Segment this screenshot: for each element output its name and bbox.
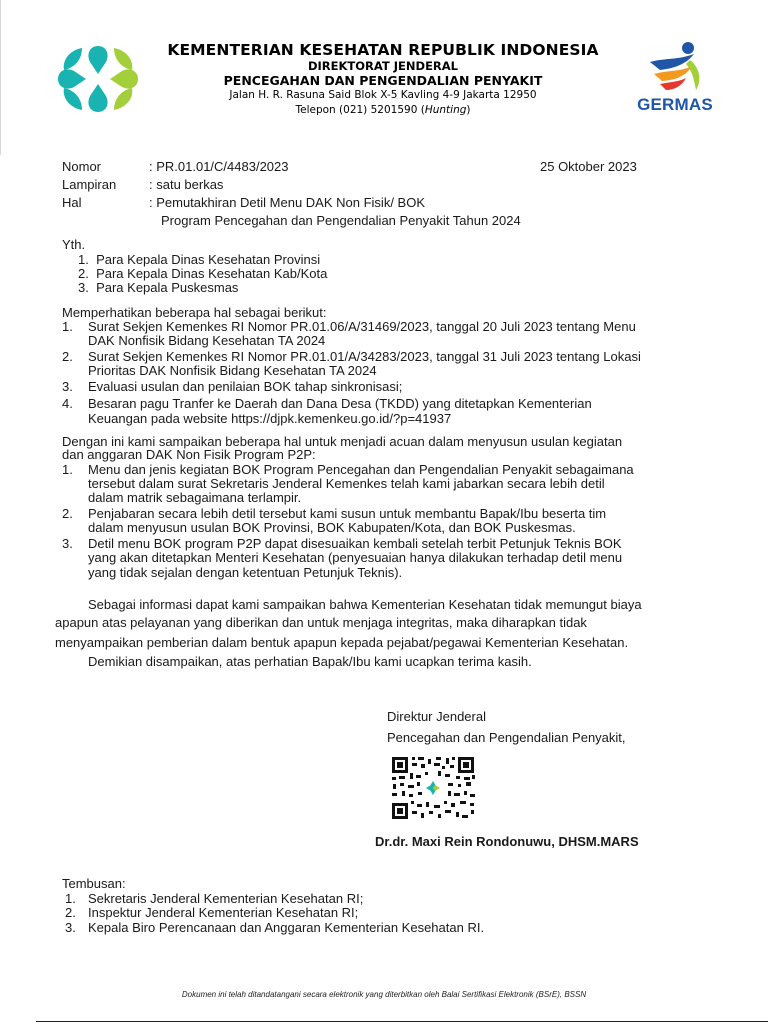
closing-line2: apapun atas pelayanan yang diberikan dan untuk menjaga integritas, maka diharapkan tidak (55, 615, 587, 630)
considering-num: 4. (62, 396, 73, 411)
hal-label: Hal (62, 195, 82, 210)
notice-line: dalam menyusun usulan BOK Provinsi, BOK Kabupaten/Kota, dan BOK Puskesmas. (88, 520, 576, 535)
notice-line: Menu dan jenis kegiatan BOK Program Pencegahan dan Pengendalian Penyakit sebagaimana (88, 462, 634, 477)
nomor-value: : PR.01.01/C/4483/2023 (149, 159, 289, 174)
notice-line: Detil menu BOK program P2P dapat disesuaikan kembali setelah terbit Petunjuk Teknis BOK (88, 536, 622, 551)
notice-intro-line2: dan anggaran DAK Non Fisik Program P2P: (62, 447, 316, 462)
hal-value-line2: Program Pencegahan dan Pengendalian Penyakit Tahun 2024 (161, 213, 521, 228)
considering-intro: Memperhatikan beberapa hal sebagai berikut: (62, 305, 327, 320)
qr-code-signature (390, 755, 476, 821)
cc-num: 3. (65, 920, 76, 935)
division-name: PENCEGAHAN DAN PENGENDALIAN PENYAKIT (223, 73, 543, 89)
considering-line: Prioritas DAK Nonfisik Bidang Kesehatan TA 2024 (88, 363, 377, 378)
lampiran-value: : satu berkas (149, 177, 224, 192)
page-edge-rule (0, 0, 1, 155)
closing-line1: Sebagai informasi dapat kami sampaikan bahwa Kementerian Kesehatan tidak memungut biaya (88, 597, 642, 612)
notice-num: 3. (62, 536, 73, 551)
office-phone: Telepon (021) 5201590 (Hunting) (295, 104, 471, 117)
esign-footer-note: Dokumen ini telah ditandatangani secara elektronik yang diterbitkan oleh Balai Sertifikasi Elektronik (BSrE), BSSN (181, 990, 587, 999)
notice-line: tersebut dalam surat Sekretaris Jenderal Kemenkes telah kami jabarkan secara lebih detil (88, 476, 605, 491)
nomor-label: Nomor (62, 159, 102, 174)
kemenkes-logo (52, 40, 144, 118)
cc-item: Inspektur Jenderal Kementerian Kesehatan RI; (88, 905, 359, 920)
signer-name: Dr.dr. Maxi Rein Rondonuwu, DHSM.MARS (375, 834, 639, 849)
cc-num: 1. (65, 891, 76, 906)
considering-line: Evaluasi usulan dan penilaian BOK tahap sinkronisasi; (88, 379, 403, 394)
cc-num: 2. (65, 905, 76, 920)
notice-num: 2. (62, 506, 73, 521)
considering-num: 1. (62, 319, 73, 334)
directorate-name: DIREKTORAT JENDERAL (307, 59, 459, 74)
hal-value-line1: : Pemutakhiran Detil Menu DAK Non Fisik/ BOK (149, 195, 425, 210)
considering-line: Surat Sekjen Kemenkes RI Nomor PR.01.01/A/34283/2023, tanggal 31 Juli 2023 tentang Lokasi (88, 349, 641, 364)
closing-line3: menyampaikan pemberian dalam bentuk apapun kepada pejabat/pegawai Kementerian Kesehatan. (55, 635, 629, 650)
ministry-name: KEMENTERIAN KESEHATAN REPUBLIK INDONESIA (167, 41, 599, 59)
notice-line: yang tidak sejalan dengan ketentuan Petunjuk Teknis). (88, 565, 403, 580)
signer-title-line2: Pencegahan dan Pengendalian Penyakit, (387, 730, 626, 745)
considering-line: Surat Sekjen Kemenkes RI Nomor PR.01.06/A/31469/2023, tanggal 20 Juli 2023 tentang Menu (88, 319, 636, 334)
addressee-item: 3. Para Kepala Puskesmas (78, 280, 239, 295)
lampiran-label: Lampiran (62, 177, 117, 192)
closing-thanks: Demikian disampaikan, atas perhatian Bapak/Ibu kami ucapkan terima kasih. (88, 654, 532, 669)
footer-rule (36, 1021, 768, 1022)
yth-label: Yth. (62, 237, 86, 252)
letter-date: 25 Oktober 2023 (540, 159, 637, 174)
notice-line: yang akan ditetapkan Menteri Kesehatan (penyesuaian hanya dilakukan terhadap detil menu (88, 550, 623, 565)
considering-line: Keuangan pada website https://djpk.kemenkeu.go.id/?p=41937 (88, 411, 452, 426)
notice-intro-line1: Dengan ini kami sampaikan beberapa hal untuk menjadi acuan dalam menyusun usulan kegiatan (62, 434, 623, 449)
office-address: Jalan H. R. Rasuna Said Blok X-5 Kavling 4-9 Jakarta 12950 (229, 89, 537, 102)
addressee-item: 2. Para Kepala Dinas Kesehatan Kab/Kota (78, 266, 328, 281)
considering-line: Besaran pagu Tranfer ke Daerah dan Dana Desa (TKDD) yang ditetapkan Kementerian (88, 396, 592, 411)
considering-line: DAK Nonfisik Bidang Kesehatan TA 2024 (88, 333, 326, 348)
notice-num: 1. (62, 462, 73, 477)
considering-num: 2. (62, 349, 73, 364)
cc-label: Tembusan: (62, 876, 126, 891)
letterhead (148, 42, 618, 116)
signer-title-line1: Direktur Jenderal (387, 709, 486, 724)
addressee-item: 1. Para Kepala Dinas Kesehatan Provinsi (78, 252, 321, 267)
considering-num: 3. (62, 379, 73, 394)
cc-item: Kepala Biro Perencanaan dan Anggaran Kementerian Kesehatan RI. (88, 920, 485, 935)
cc-item: Sekretaris Jenderal Kementerian Kesehatan RI; (88, 891, 364, 906)
notice-line: Penjabaran secara lebih detil tersebut kami susun untuk membantu Bapak/Ibu beserta tim (88, 506, 607, 521)
germas-label: GERMAS (637, 95, 713, 114)
notice-line: dalam matrik sebagaimana terlampir. (88, 490, 302, 505)
